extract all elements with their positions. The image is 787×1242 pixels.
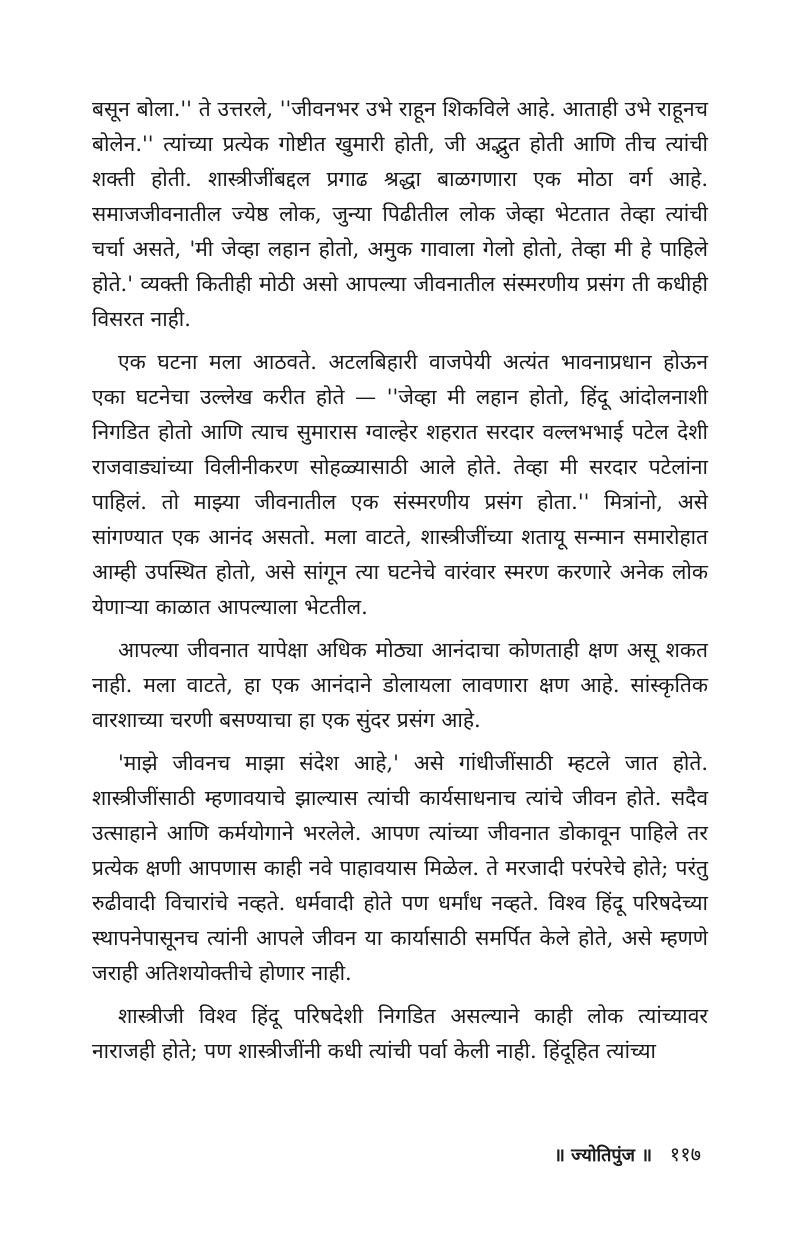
page-body [92, 92, 708, 1152]
paragraph-1: बसून बोला.'' ते उत्तरले, ''जीवनभर उभे राहून शिकविले आहे. आताही उभे राहूनच बोलेन.'' त्यांच्या प्रत्येक गोष्टीत खुमारी होती, जी अद्भुत होती आणि तीच त्यांची शक्ती होती. शास्त्रीजींबद्दल प्रगाढ श्रद्धा बाळगणारा एक मोठा वर्ग आहे. समाजजीवनातील ज्येष्ठ लोक, जुन्या पिढीतील लोक जेव्हा भेटतात तेव्हा त्यांची चर्चा असते, 'मी जेव्हा लहान होतो, अमुक गावाला गेलो होतो, तेव्हा मी हे पाहिले होते.' व्यक्ती कितीही मोठी असो आपल्या जीवनातील संस्मरणीय प्रसंग ती कधीही विसरत नाही. [92, 97, 708, 331]
paragraph-2: एक घटना मला आठवते. अटलबिहारी वाजपेयी अत्यंत भावनाप्रधान होऊन एका घटनेचा उल्लेख करीत होते — ''जेव्हा मी लहान होतो, हिंदू आंदोलनाशी निगडित होतो आणि त्याच सुमारास ग्वाल्हेर शहरात सरदार वल्लभभाई पटेल देशी राजवाड्यांच्या विलीनीकरण सोहळ्यासाठी आले होते. तेव्हा मी सरदार पटेलांना पाहिलं. तो माझ्या जीवनातील एक संस्मरणीय प्रसंग होता.'' मित्रांनो, असे सांगण्यात एक आनंद असतो. मला वाटते, शास्त्रीजींच्या शतायू सन्मान समारोहात आम्ही उपस्थित होतो, असे सांगून त्या घटनेचे वारंवार स्मरण करणारे अनेक लोक येणाऱ्या काळात आपल्याला भेटतील. [92, 350, 708, 619]
paragraph-3: आपल्या जीवनात यापेक्षा अधिक मोठ्या आनंदाचा कोणताही क्षण असू शकत नाही. मला वाटते, हा एक आनंदाने डोलायला लावणारा क्षण आहे. सांस्कृतिक वारशाच्या चरणी बसण्याचा हा एक सुंदर प्रसंग आहे. [92, 638, 708, 732]
page-number: ११७ [669, 1142, 701, 1166]
paragraph-4: 'माझे जीवनच माझा संदेश आहे,' असे गांधीजींसाठी म्हटले जात होते. शास्त्रीजींसाठी म्हणावयाचे झाल्यास त्यांची कार्यसाधनाच त्यांचे जीवन होते. सदैव उत्साहाने आणि कर्मयोगाने भरलेले. आपण त्यांच्या जीवनात डोकावून पाहिले तर प्रत्येक क्षणी आपणास काही नवे पाहावयास मिळेल. ते मरजादी परंपरेचे होते; परंतु रुढीवादी विचारांचे नव्हते. धर्मवादी होते पण धर्मांध नव्हते. विश्व हिंदू परिषदेच्या स्थापनेपासूनच त्यांनी आपले जीवन या कार्यासाठी समर्पित केले होते, असे म्हणणे जराही अतिशयोक्तीचे होणार नाही. [92, 751, 708, 985]
paragraph-5: शास्त्रीजी विश्व हिंदू परिषदेशी निगडित असल्याने काही लोक त्यांच्यावर नाराजही होते; पण शास्त्रीजींनी कधी त्यांची पर्वा केली नाही. हिंदूहित त्यांच्या [92, 1004, 708, 1063]
book-title: ॥ ज्योतिपुंज ॥ [554, 1145, 653, 1166]
page-footer [554, 1140, 701, 1167]
